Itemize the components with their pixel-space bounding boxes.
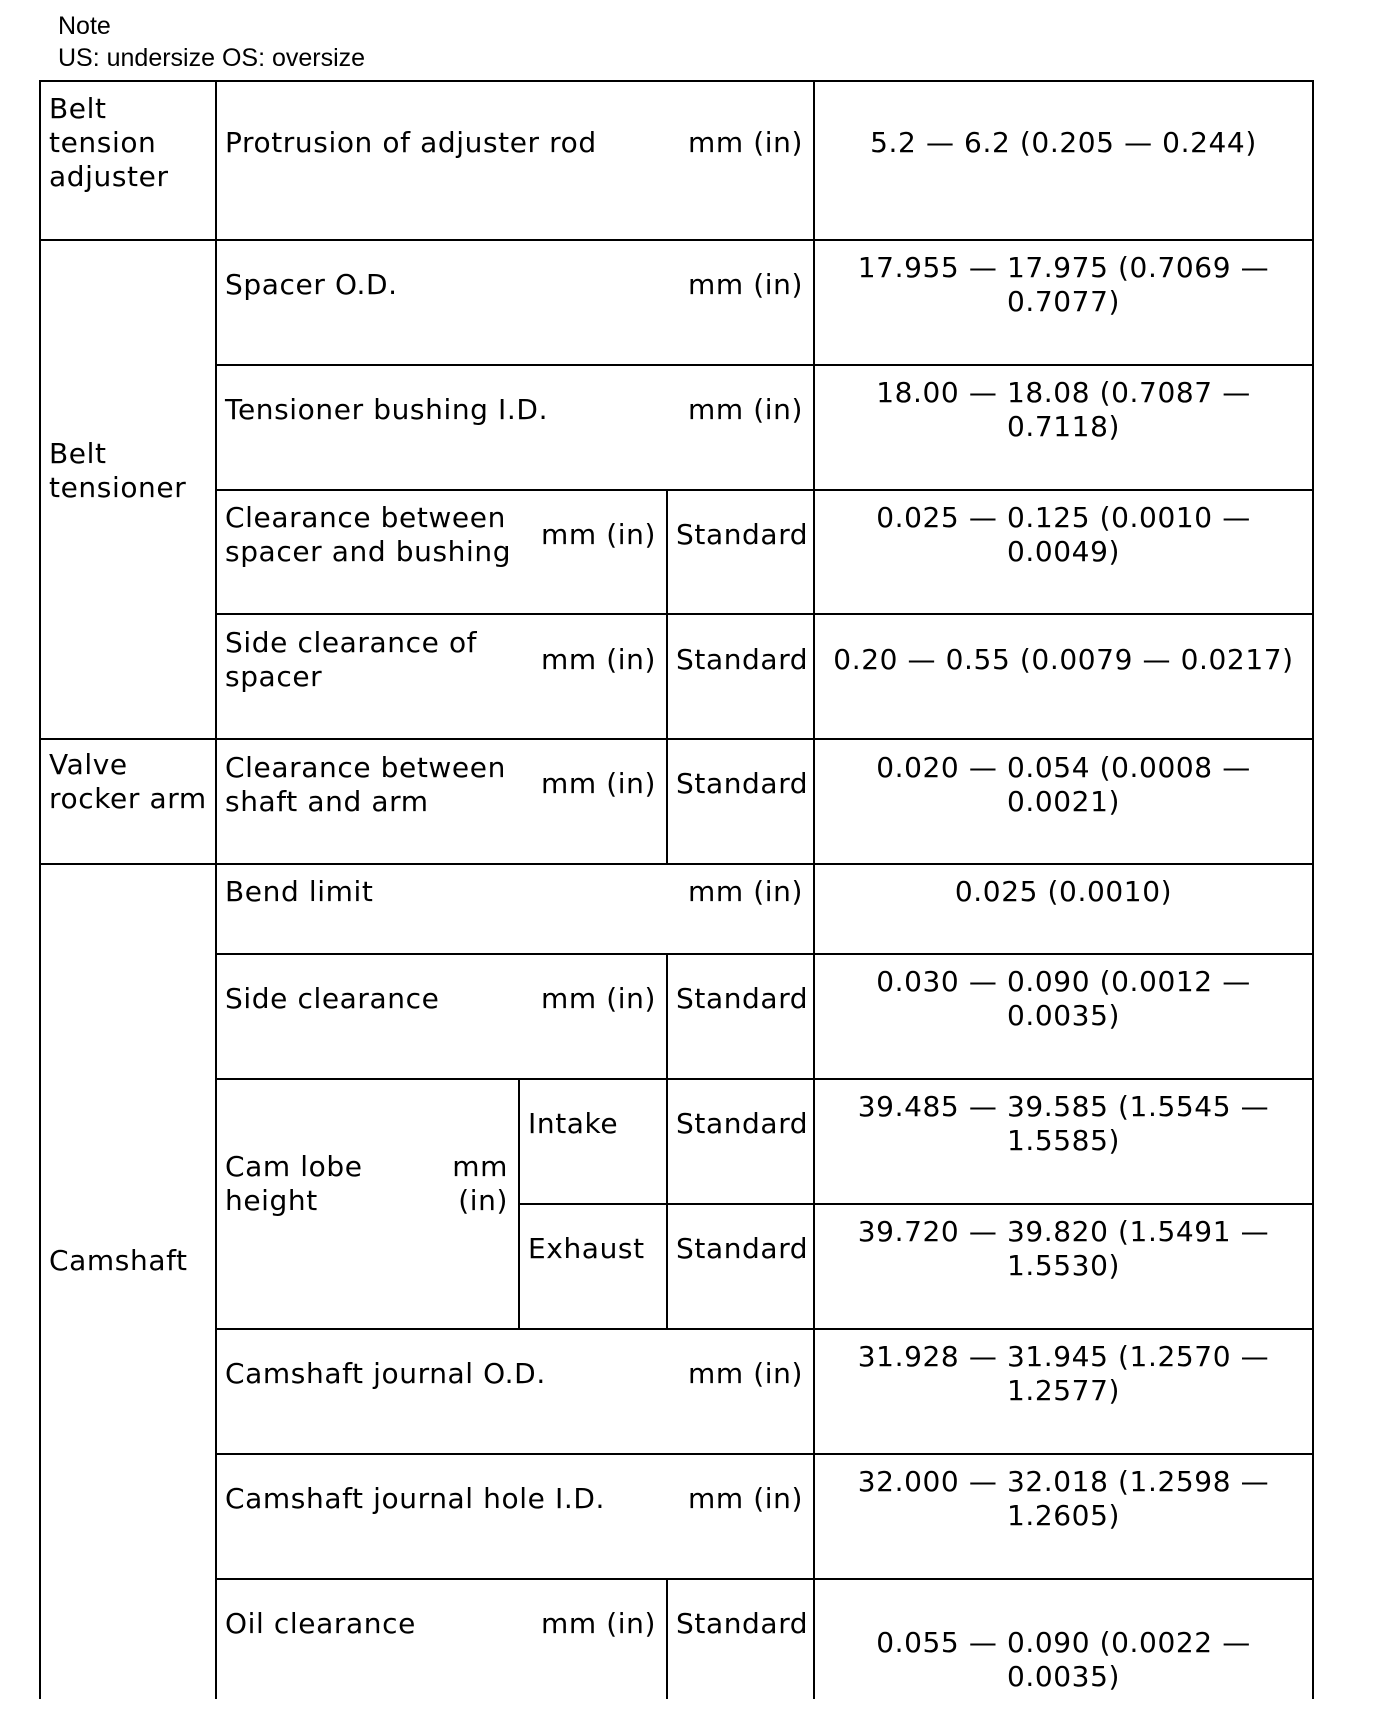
- spec-value: 0.025 — 0.125 (0.0010 — 0.0049): [876, 501, 1251, 568]
- table-border: [215, 613, 1314, 615]
- unit-label: mm (in): [541, 767, 657, 800]
- item-label: Clearance between spacer and bushing: [225, 501, 512, 568]
- table-border: [39, 863, 1314, 865]
- unit-label: mm (in): [687, 1482, 803, 1515]
- spec-label: Standard: [676, 1607, 809, 1640]
- item-label: Cam lobe height: [225, 1150, 363, 1217]
- item-label: Camshaft journal O.D.: [225, 1357, 546, 1390]
- spec-label: Standard: [676, 982, 809, 1015]
- item-label: Bend limit: [225, 875, 374, 908]
- spec-value: 39.720 — 39.820 (1.5491 — 1.5530): [857, 1215, 1270, 1282]
- table-border: [215, 489, 1314, 491]
- unit-label: mm (in): [687, 875, 803, 908]
- unit-label: mm (in): [687, 268, 803, 301]
- spec-value: 0.055 — 0.090 (0.0022 — 0.0035): [876, 1626, 1251, 1693]
- item-label: Oil clearance: [225, 1607, 416, 1640]
- table-border: [518, 1203, 1314, 1205]
- item-label: Protrusion of adjuster rod: [225, 126, 597, 159]
- spec-label: Standard: [676, 1232, 809, 1265]
- spec-label: Standard: [676, 643, 809, 676]
- group-label: Valve rocker arm: [49, 748, 207, 815]
- unit-label: mm (in): [687, 1357, 803, 1390]
- spec-value: 31.928 — 31.945 (1.2570 — 1.2577): [857, 1340, 1270, 1407]
- unit-label: mm (in): [687, 393, 803, 426]
- spec-value: 0.20 — 0.55 (0.0079 — 0.0217): [833, 643, 1294, 676]
- table-border: [666, 953, 668, 1328]
- table-border: [518, 1078, 520, 1328]
- table-border: [215, 953, 1314, 955]
- group-label: Belt tensioner: [49, 437, 187, 504]
- unit-label: mm (in): [541, 643, 657, 676]
- spec-value: 18.00 — 18.08 (0.7087 — 0.7118): [876, 376, 1251, 443]
- spec-value: 5.2 — 6.2 (0.205 — 0.244): [870, 126, 1257, 159]
- spec-label: Standard: [676, 518, 809, 551]
- spec-value: 32.000 — 32.018 (1.2598 — 1.2605): [857, 1465, 1270, 1532]
- table-border: [39, 738, 1314, 740]
- table-border: [39, 80, 41, 1699]
- table-border: [666, 1578, 668, 1699]
- unit-label: mm (in): [541, 1607, 657, 1640]
- table-border: [1312, 80, 1314, 1699]
- spec-value: 17.955 — 17.975 (0.7069 — 0.7077): [857, 251, 1270, 318]
- unit-label: mm (in): [452, 1150, 508, 1217]
- table-border: [215, 1578, 1314, 1580]
- spec-value: 0.030 — 0.090 (0.0012 — 0.0035): [876, 965, 1251, 1032]
- spec-value: 0.025 (0.0010): [954, 875, 1173, 908]
- spec-value: 39.485 — 39.585 (1.5545 — 1.5585): [857, 1090, 1270, 1157]
- item-label: Side clearance of spacer: [225, 626, 478, 693]
- group-label: Belt tension adjuster: [49, 92, 169, 193]
- item-label: Side clearance: [225, 982, 440, 1015]
- table-border: [39, 239, 1314, 241]
- table-border: [215, 1078, 1314, 1080]
- sub-label-exhaust: Exhaust: [528, 1232, 645, 1265]
- note-text: US: undersize OS: oversize: [58, 44, 366, 72]
- item-label: Spacer O.D.: [225, 268, 398, 301]
- table-border: [39, 80, 1314, 82]
- spec-label: Standard: [676, 1107, 809, 1140]
- group-label: Camshaft: [49, 1244, 188, 1277]
- unit-label: mm (in): [541, 982, 657, 1015]
- table-border: [215, 364, 1314, 366]
- item-label: Camshaft journal hole I.D.: [225, 1482, 605, 1515]
- spec-value: 0.020 — 0.054 (0.0008 — 0.0021): [876, 751, 1251, 818]
- unit-label: mm (in): [541, 518, 657, 551]
- unit-label: mm (in): [687, 126, 803, 159]
- table-border: [666, 489, 668, 863]
- table-border: [215, 80, 217, 1699]
- sub-label-intake: Intake: [528, 1107, 619, 1140]
- note-title: Note: [58, 12, 111, 40]
- table-border: [215, 1328, 1314, 1330]
- item-label: Clearance between shaft and arm: [225, 751, 506, 818]
- table-border: [215, 1453, 1314, 1455]
- spec-label: Standard: [676, 767, 809, 800]
- item-label: Tensioner bushing I.D.: [225, 393, 549, 426]
